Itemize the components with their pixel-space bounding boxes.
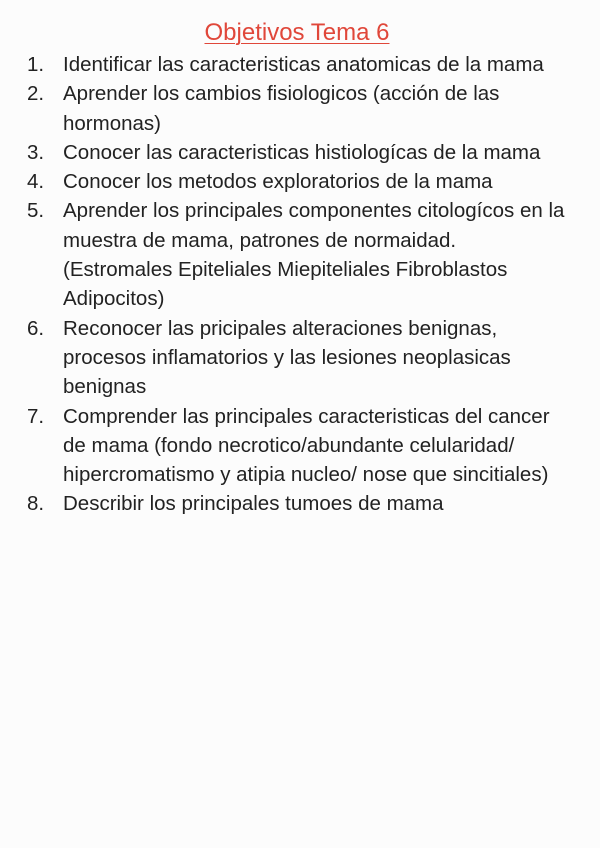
page-title: Objetivos Tema 6	[204, 19, 390, 46]
item-text: Aprender los principales componentes citologícos en la muestra de mama, patrones de normaidad. (Estromales Epiteliales Miepiteliales Fibroblastos Adipocitos)	[63, 199, 565, 311]
item-text: Aprender los cambios fisiologicos (acción de las hormonas)	[63, 82, 500, 135]
item-number: 3.	[27, 140, 45, 164]
list-item	[24, 314, 570, 402]
item-text: Conocer los metodos exploratorios de la mama	[63, 170, 493, 194]
list-item	[24, 167, 570, 196]
item-number: 8.	[27, 492, 45, 516]
item-number: 7.	[27, 404, 45, 428]
item-number: 5.	[27, 199, 45, 223]
item-number: 4.	[27, 170, 45, 194]
item-text: Identificar las caracteristicas anatomicas de la mama	[63, 53, 544, 76]
item-text: Comprender las principales caracteristicas del cancer de mama (fondo necrotico/abundante celularidad/ hipercromatismo y atipia nucleo/ nose que sincitiales)	[63, 404, 550, 487]
item-text: Reconocer las pricipales alteraciones benignas, procesos inflamatorios y las lesiones neoplasicas benignas	[63, 316, 511, 399]
item-number: 6.	[27, 316, 45, 340]
item-number: 2.	[27, 82, 45, 106]
list-item	[24, 196, 570, 313]
list-item	[24, 50, 570, 79]
item-text: Describir los principales tumoes de mama	[63, 492, 444, 516]
list-item	[24, 79, 570, 138]
item-number: 1.	[27, 53, 45, 76]
list-item	[24, 138, 570, 167]
objectives-list	[24, 50, 570, 519]
list-item	[24, 489, 570, 518]
item-text: Conocer las caracteristicas histiologícas de la mama	[63, 140, 541, 164]
list-item	[24, 402, 570, 490]
